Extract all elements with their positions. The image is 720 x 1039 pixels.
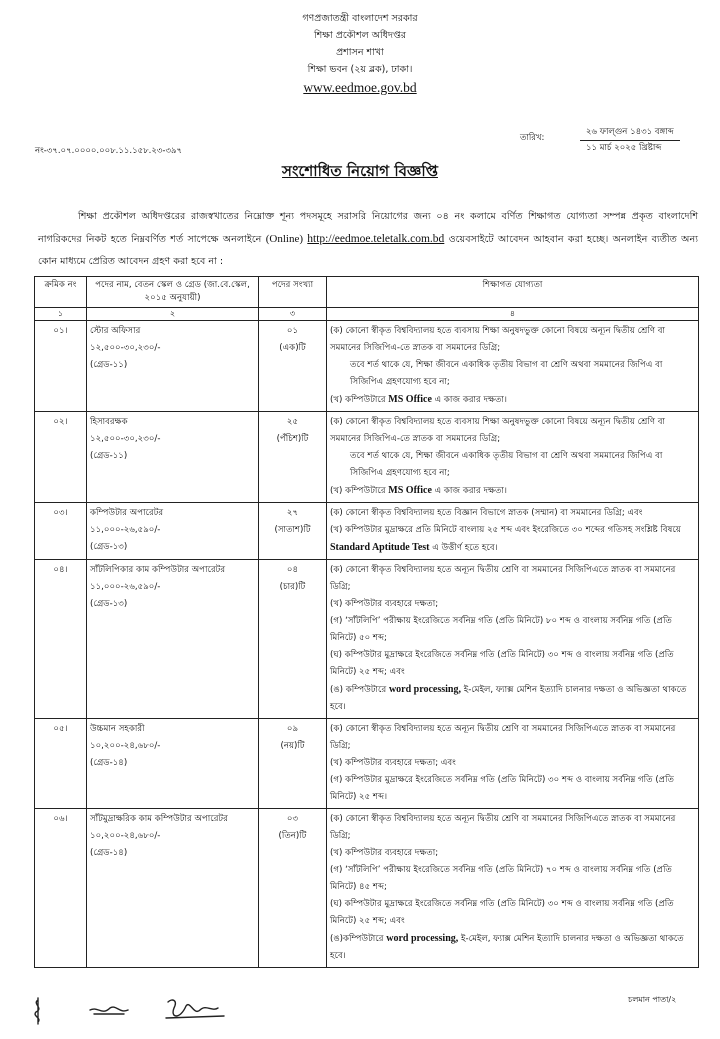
date-english: ১১ মার্চ ২০২৫ খ্রিষ্টাব্দ [586,143,662,153]
qualification-b-text: (খ) কম্পিউটারে [330,395,386,405]
qualification-a: (ক) কোনো স্বীকৃত বিশ্ববিদ্যালয় হতে অন্যূন দ্বিতীয় শ্রেণি বা সমমানের সিজিপিএতে স্নাতক বা সমমানের ডিগ্রি; [330,814,676,841]
header-sl: ক্রমিক নং [35,277,87,308]
row-serial: ০৪। [35,560,87,719]
qualification-e [330,930,695,965]
pay-scale: ১১,০০০-২৬,৫৯০/- [90,525,161,535]
qualification-b-suffix: এ কাজ করার দক্ষতা। [434,486,507,496]
post-count: ০৪ [286,565,299,575]
post-count-words: (পঁচিশ)টি [276,434,309,444]
post-count-cell [259,321,327,412]
qualification-cell [327,321,699,412]
intro-online: (Online) [265,233,303,245]
table-row [35,503,699,560]
post-count: ০৩ [286,814,299,824]
date-bangla: ২৬ ফাল্গুন ১৪৩১ বঙ্গাব্দ [580,126,680,141]
qualification-cell [327,560,699,719]
qualification-b [330,482,695,500]
signature-main [166,1000,224,1018]
continued-page-label: চলমান পাতা/২ [628,995,677,1004]
qualification-a: (ক) কোনো স্বীকৃত বিশ্ববিদ্যালয় হতে অন্যূন দ্বিতীয় শ্রেণি বা সমমানের সিজিপিএতে স্নাতক বা সমমানের ডিগ্রি; [330,565,676,592]
table-row [35,321,699,412]
word-processing-text: word processing, [388,684,461,695]
pay-scale: ১২,৫০০-৩০,২৩০/- [90,343,161,353]
grade: (গ্রেড-১৪) [90,848,128,858]
post-count-words: (নয়)টি [280,741,305,751]
qualification-e-suffix: ই-মেইল, ফ্যাক্স মেশিন ইত্যাদি চালনার দক্ষতা ও অভিজ্ঞতা থাকতে হবে। [330,934,684,961]
header-post: পদের নাম, বেতন স্কেল ও গ্রেড (জা.বে.স্কেল, ২০১৫ অনুযায়ী) [87,277,259,308]
qualification-cell [327,719,699,809]
application-url[interactable]: http://eedmoe.teletalk.com.bd [307,233,445,245]
pay-scale: ১০,২০০-২৪,৬৮০/- [90,741,161,751]
column-number: ১ [35,308,87,321]
post-cell [87,412,259,503]
qualification-b-suffix: এ উত্তীর্ণ হতে হবে। [432,543,498,553]
post-count: ২৫ [286,417,299,427]
post-name: সাঁটলিপিকার কাম কম্পিউটার অপারেটর [90,565,226,575]
govt-name: গণপ্রজাতন্ত্রী বাংলাদেশ সরকার [302,13,418,24]
date-label: তারিখ: [520,133,545,143]
qualification-b: (খ) কম্পিউটার ব্যবহারে দক্ষতা; [330,599,439,609]
notice-title-text: সংশোধিত নিয়োগ বিজ্ঞপ্তি [282,162,438,180]
signature-initial-1 [35,998,39,1024]
qualification-b [330,522,695,557]
post-name: সাঁটমুদ্রাক্ষরিক কাম কম্পিউটার অপারেটর [90,814,228,824]
ms-office-text: MS Office [388,394,432,405]
word-processing-text: word processing, [386,933,459,944]
post-count-words: (এক)টি [279,343,306,353]
qualification-d: (ঘ) কম্পিউটার মুদ্রাক্ষরে ইংরেজিতে সর্বনিম্ন গতি (প্রতি মিনিটে) ৩০ শব্দ ও বাংলায় সর্বনিম্ন গতি (প্রতি মিনিটে) ২৫ শব্দ; এবং [330,899,674,926]
post-count-words: (সাতাশ)টি [274,525,311,535]
grade: (গ্রেড-১৩) [90,599,128,609]
qualification-c: (গ) ‘সাঁটলিপি’ পরীক্ষায় ইংরেজিতে সর্বনিম্ন গতি (প্রতি মিনিটে) ৮০ শব্দ ও বাংলায় সর্বনিম্ন গতি (প্রতি মিনিটে) ৫০ শব্দ; [330,616,672,643]
qualification-condition: তবে শর্ত থাকে যে, শিক্ষা জীবনে একাধিক তৃতীয় বিভাগ বা শ্রেণি অথবা সমমানের জিপিএ বা সিজিপিএ গ্রহণযোগ্য হবে না; [350,360,663,387]
post-count: ০৯ [286,724,299,734]
department-name: শিক্ষা প্রকৌশল অধিদপ্তর [313,30,407,41]
qualification-e-text: (ঙ) কম্পিউটারে [330,685,387,695]
qualification-b: (খ) কম্পিউটার ব্যবহারে দক্ষতা; এবং [330,758,456,768]
intro-text-2: ওয়েবসাইটে আবেদন আহবান করা হচ্ছে। অনলাইন ব্যতীত অন্য কোন মাধ্যমে প্রেরিত আবেদন গ্রহণ করা হবে না : [38,234,699,267]
qualification-cell [327,809,699,968]
post-count-cell [259,412,327,503]
qualification-e-suffix: ই-মেইল, ফ্যাক্স মেশিন ইত্যাদি চালনার দক্ষতা ও অভিজ্ঞতা থাকতে হবে। [330,685,687,712]
post-cell [87,809,259,968]
row-serial: ০৫। [35,719,87,809]
column-number: ২ [87,308,259,321]
grade: (গ্রেড-১১) [90,451,128,461]
column-number: ৩ [259,308,327,321]
aptitude-test-text: Standard Aptitude Test [330,542,430,553]
row-serial: ০৬। [35,809,87,968]
header-qualification: শিক্ষাগত যোগ্যতা [327,277,699,308]
notice-title [0,160,720,185]
pay-scale: ১১,০০০-২৬,৫৯০/- [90,582,161,592]
memo-number: নং-৩৭.০৭.০০০০.০০৮.১১.১৫৮.২৩-৩৯৭ [35,146,183,156]
column-number: ৪ [327,308,699,321]
grade: (গ্রেড-১১) [90,360,128,370]
qualification-e-text: (ঙ)কম্পিউটারে [330,934,384,944]
office-address: শিক্ষা ভবন (২য় ব্লক), ঢাকা। [307,64,413,75]
post-count-cell [259,719,327,809]
qualification-cell [327,412,699,503]
grade: (গ্রেড-১৪) [90,758,128,768]
post-name: উচ্চমান সহকারী [90,724,145,734]
post-count-words: (চার)টি [279,582,306,592]
vacancy-table [34,276,699,968]
post-cell [87,321,259,412]
column-number-row [35,308,699,321]
qualification-e [330,681,695,716]
pay-scale: ১০,২০০-২৪,৬৮০/- [90,831,161,841]
qualification-a: (ক) কোনো স্বীকৃত বিশ্ববিদ্যালয় হতে ব্যবসায় শিক্ষা অনুষদভুক্ত কোনো বিষয়ে অন্যূন দ্বিতীয় শ্রেণি বা সমমানের সিজিপিএ-তে স্নাতক বা সমমানের ডিগ্রি; [330,417,666,444]
qualification-c: (গ) কম্পিউটার মুদ্রাক্ষরে ইংরেজিতে সর্বনিম্ন গতি (প্রতি মিনিটে) ৩০ শব্দ ও বাংলায় সর্বনিম্ন গতি (প্রতি মিনিটে) ২৫ শব্দ। [330,775,674,802]
row-serial: ০৩। [35,503,87,560]
table-row [35,809,699,968]
qualification-b-text: (খ) কম্পিউটারে [330,486,386,496]
post-count: ০১ [286,326,299,336]
qualification-b [330,391,695,409]
table-row [35,560,699,719]
post-count-words: (তিন)টি [278,831,307,841]
post-count: ২৭ [286,508,299,518]
ms-office-text: MS Office [388,485,432,496]
signature-initial-2 [90,1007,128,1014]
qualification-condition: তবে শর্ত থাকে যে, শিক্ষা জীবনে একাধিক তৃতীয় বিভাগ বা শ্রেণি অথবা সমমানের জিপিএ বা সিজিপিএ গ্রহণযোগ্য হবে না; [350,451,663,478]
qualification-b-text: (খ) কম্পিউটার মুদ্রাক্ষরে প্রতি মিনিটে বাংলায় ২৫ শব্দ এবং ইংরেজিতে ৩০ শব্দের গতিসহ সংশ্লিষ্ট বিষয়ে [330,525,681,535]
qualification-a: (ক) কোনো স্বীকৃত বিশ্ববিদ্যালয় হতে বিজ্ঞান বিভাগে স্নাতক (সম্মান) বা সমমানের ডিগ্রি; এবং [330,508,643,518]
qualification-b-suffix: এ কাজ করার দক্ষতা। [434,395,507,405]
post-name: কম্পিউটার অপারেটর [90,508,164,518]
letterhead [0,10,720,97]
qualification-b: (খ) কম্পিউটার ব্যবহারে দক্ষতা; [330,848,439,858]
post-count-cell [259,560,327,719]
post-name: হিসাবরক্ষক [90,417,128,427]
pay-scale: ১২,৫০০-৩০,২৩০/- [90,434,161,444]
qualification-a: (ক) কোনো স্বীকৃত বিশ্ববিদ্যালয় হতে ব্যবসায় শিক্ষা অনুষদভুক্ত কোনো বিষয়ে অন্যূন দ্বিতীয় শ্রেণি বা সমমানের সিজিপিএ-তে স্নাতক বা সমমানের ডিগ্রি; [330,326,666,353]
qualification-a: (ক) কোনো স্বীকৃত বিশ্ববিদ্যালয় হতে অন্যূন দ্বিতীয় শ্রেণি বা সমমানের সিজিপিএতে স্নাতক বা সমমানের ডিগ্রি; [330,724,676,751]
qualification-c: (গ) ‘সাঁটলিপি’ পরীক্ষায় ইংরেজিতে সর্বনিম্ন গতি (প্রতি মিনিটে) ৭০ শব্দ ও বাংলায় সর্বনিম্ন গতি (প্রতি মিনিটে) ৪৫ শব্দ; [330,865,672,892]
qualification-cell [327,503,699,560]
post-cell [87,560,259,719]
grade: (গ্রেড-১৩) [90,542,128,552]
website-link[interactable]: www.eedmoe.gov.bd [303,80,417,95]
intro-paragraph [38,206,698,273]
post-count-cell [259,503,327,560]
post-cell [87,503,259,560]
post-name: স্টোর অফিসার [90,326,141,336]
signatures [28,996,268,1026]
row-serial: ০২। [35,412,87,503]
table-row [35,719,699,809]
table-row [35,412,699,503]
row-serial: ০১। [35,321,87,412]
intro-text-1: শিক্ষা প্রকৌশল অধিদপ্তরের রাজস্বখাতের নিম্নোক্ত শূন্য পদসমূহে সরাসরি নিয়োগের জন্য ০৪ নং কলামে বর্ণিত শিক্ষাগত যোগ্যতা সম্পন্ন প্রকৃত বাংলাদেশি নাগরিকদের নিকট হতে নিম্নবর্ণিত শর্ত সাপেক্ষে অনলাইনে [38,211,698,245]
table-header-row [35,277,699,308]
post-count-cell [259,809,327,968]
qualification-d: (ঘ) কম্পিউটার মুদ্রাক্ষরে ইংরেজিতে সর্বনিম্ন গতি (প্রতি মিনিটে) ৩০ শব্দ ও বাংলায় সর্বনিম্ন গতি (প্রতি মিনিটে) ২৫ শব্দ; এবং [330,650,674,677]
branch-name: প্রশাসন শাখা [336,47,384,58]
post-cell [87,719,259,809]
header-count: পদের সংখ্যা [259,277,327,308]
